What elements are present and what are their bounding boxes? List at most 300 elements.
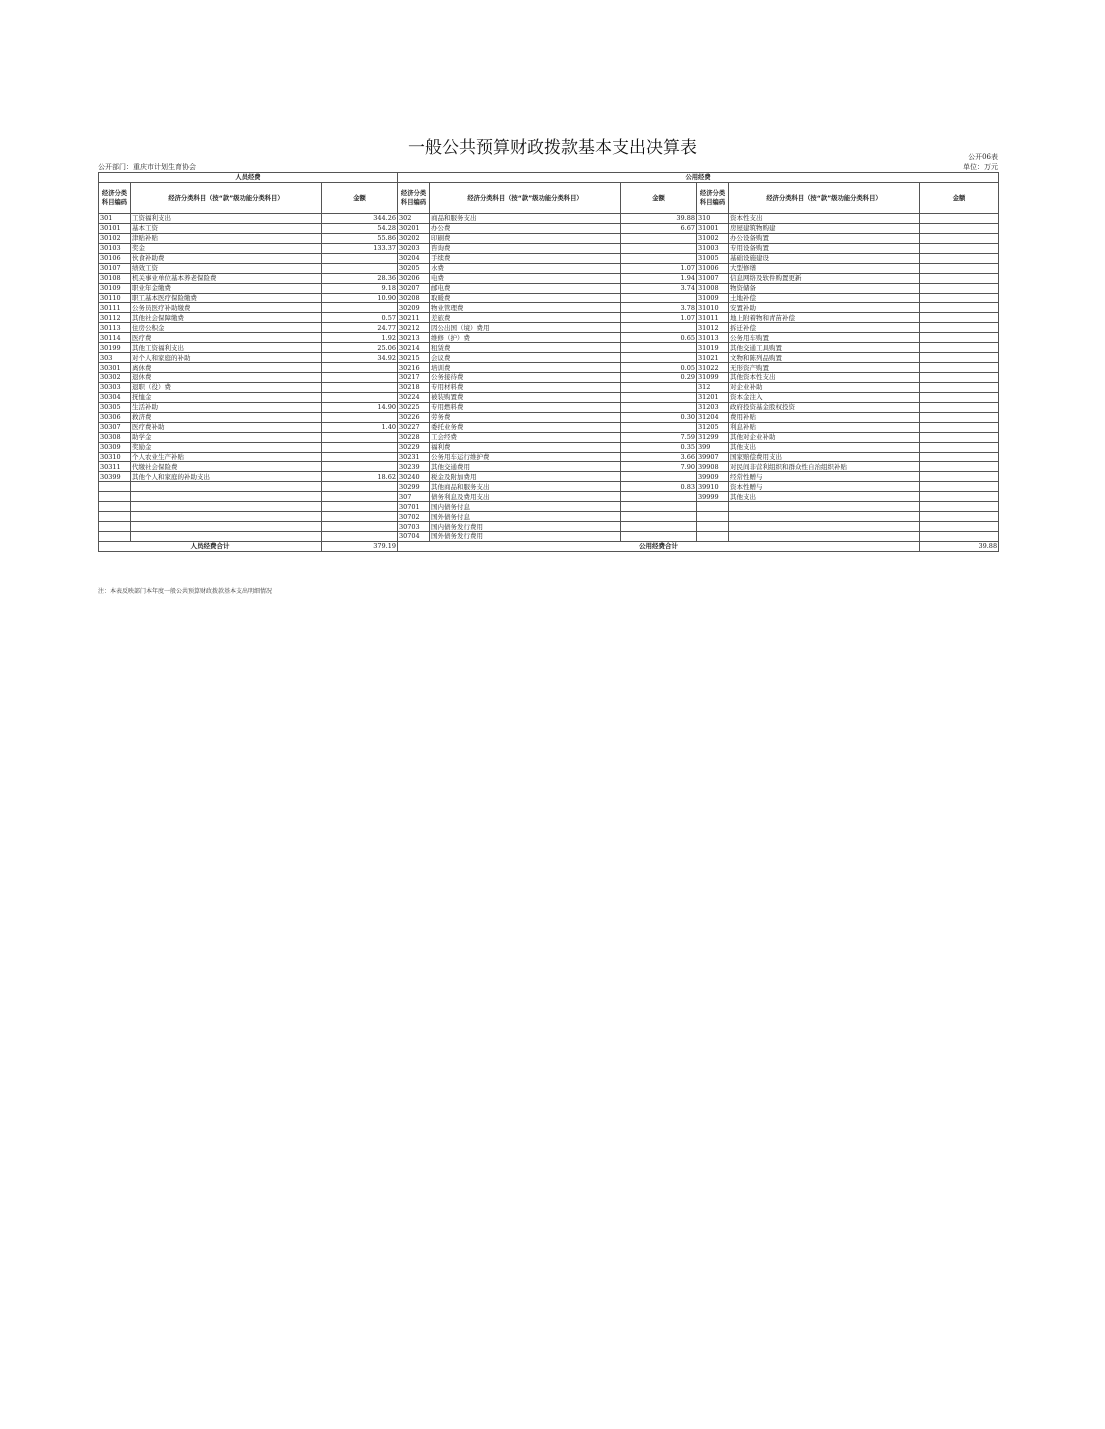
name-cell: 差旅费 [430, 313, 621, 323]
code-cell [99, 492, 131, 502]
group-header-personnel: 人员经费 [99, 173, 398, 183]
amount-cell [621, 392, 697, 402]
table-row [99, 313, 999, 323]
name-cell: 电费 [430, 273, 621, 283]
code-cell: 312 [697, 382, 729, 392]
code-cell: 31002 [697, 233, 729, 243]
code-cell: 30109 [99, 283, 131, 293]
amount-cell: 1.92 [322, 333, 398, 343]
code-cell: 31011 [697, 313, 729, 323]
amount-cell [920, 502, 999, 512]
code-cell: 31022 [697, 363, 729, 373]
code-cell: 31299 [697, 432, 729, 442]
amount-cell: 54.28 [322, 223, 398, 233]
code-cell: 31205 [697, 422, 729, 432]
name-cell: 奖励金 [131, 442, 322, 452]
name-cell: 咨询费 [430, 243, 621, 253]
code-cell: 303 [99, 353, 131, 363]
code-cell: 399 [697, 442, 729, 452]
code-cell: 30218 [398, 382, 430, 392]
code-cell: 30201 [398, 223, 430, 233]
name-cell: 费用补贴 [729, 412, 920, 422]
code-cell: 30114 [99, 333, 131, 343]
code-cell: 30102 [99, 233, 131, 243]
code-cell [697, 502, 729, 512]
name-cell: 职工基本医疗保险缴费 [131, 293, 322, 303]
amount-cell [322, 373, 398, 383]
page-title: 一般公共预算财政拨款基本支出决算表 [408, 138, 697, 158]
code-cell: 30206 [398, 273, 430, 283]
code-cell: 39908 [697, 462, 729, 472]
total-public-amount: 39.88 [920, 541, 999, 551]
name-cell: 其他对企业补助 [729, 432, 920, 442]
name-cell: 其他支出 [729, 492, 920, 502]
name-cell: 经常性赠与 [729, 472, 920, 482]
code-cell: 30225 [398, 402, 430, 412]
total-personnel-label: 人员经费合计 [99, 541, 322, 551]
code-cell: 30310 [99, 452, 131, 462]
column-header-amount: 金额 [621, 183, 697, 214]
table-row [99, 522, 999, 532]
name-cell: 物资储备 [729, 283, 920, 293]
amount-cell [322, 512, 398, 522]
name-cell: 税金及附加费用 [430, 472, 621, 482]
amount-cell: 0.65 [621, 333, 697, 343]
code-cell: 30702 [398, 512, 430, 522]
name-cell: 专用燃料费 [430, 402, 621, 412]
amount-cell [920, 412, 999, 422]
amount-cell [621, 382, 697, 392]
code-cell: 310 [697, 214, 729, 224]
name-cell: 其他社会保障缴费 [131, 313, 322, 323]
code-cell: 30304 [99, 392, 131, 402]
amount-cell: 344.26 [322, 214, 398, 224]
column-header-code: 经济分类科目编码 [398, 183, 430, 214]
amount-cell [322, 442, 398, 452]
amount-cell: 3.66 [621, 452, 697, 462]
name-cell: 物业管理费 [430, 303, 621, 313]
code-cell: 30217 [398, 373, 430, 383]
code-cell: 30101 [99, 223, 131, 233]
amount-cell: 0.29 [621, 373, 697, 383]
code-cell: 30224 [398, 392, 430, 402]
code-cell: 30309 [99, 442, 131, 452]
amount-cell [621, 243, 697, 253]
code-cell: 31007 [697, 273, 729, 283]
code-cell: 30303 [99, 382, 131, 392]
code-cell [99, 512, 131, 522]
name-cell: 国外债务发行费用 [430, 532, 621, 542]
amount-cell [920, 323, 999, 333]
amount-cell: 1.07 [621, 313, 697, 323]
code-cell: 31008 [697, 283, 729, 293]
amount-cell [920, 422, 999, 432]
name-cell: 无形资产购置 [729, 363, 920, 373]
amount-cell [920, 283, 999, 293]
amount-cell [920, 373, 999, 383]
amount-cell: 14.90 [322, 402, 398, 412]
name-cell [729, 532, 920, 542]
table-row [99, 233, 999, 243]
group-header-public: 公用经费 [398, 173, 999, 183]
table-row [99, 214, 999, 224]
table-row [99, 482, 999, 492]
code-cell: 30205 [398, 263, 430, 273]
name-cell [729, 512, 920, 522]
amount-cell [322, 432, 398, 442]
name-cell: 因公出国（境）费用 [430, 323, 621, 333]
name-cell: 文物和陈列品购置 [729, 353, 920, 363]
code-cell: 30703 [398, 522, 430, 532]
code-cell: 30203 [398, 243, 430, 253]
code-cell: 31006 [697, 263, 729, 273]
name-cell: 救济费 [131, 412, 322, 422]
code-cell: 31013 [697, 333, 729, 343]
name-cell: 国家赔偿费用支出 [729, 452, 920, 462]
name-cell: 医疗费补助 [131, 422, 322, 432]
name-cell: 信息网络及软件购置更新 [729, 273, 920, 283]
code-cell [99, 502, 131, 512]
table-row [99, 263, 999, 273]
code-cell: 30229 [398, 442, 430, 452]
code-cell: 30204 [398, 253, 430, 263]
name-cell: 专用设备购置 [729, 243, 920, 253]
name-cell: 商品和服务支出 [430, 214, 621, 224]
code-cell: 30108 [99, 273, 131, 283]
name-cell: 维修（护）费 [430, 333, 621, 343]
table-row [99, 442, 999, 452]
amount-cell [621, 532, 697, 542]
amount-cell: 9.18 [322, 283, 398, 293]
name-cell [131, 532, 322, 542]
code-cell: 31005 [697, 253, 729, 263]
amount-cell [322, 492, 398, 502]
name-cell: 租赁费 [430, 343, 621, 353]
amount-cell [920, 233, 999, 243]
code-cell: 30228 [398, 432, 430, 442]
name-cell: 住房公积金 [131, 323, 322, 333]
code-cell: 30111 [99, 303, 131, 313]
table-row [99, 452, 999, 462]
name-cell: 福利费 [430, 442, 621, 452]
name-cell: 被装购置费 [430, 392, 621, 402]
form-number: 公开06表 [968, 153, 998, 161]
amount-cell [322, 392, 398, 402]
table-row [99, 303, 999, 313]
name-cell: 邮电费 [430, 283, 621, 293]
amount-cell [322, 412, 398, 422]
code-cell: 30215 [398, 353, 430, 363]
code-cell: 30112 [99, 313, 131, 323]
amount-cell [322, 363, 398, 373]
code-cell: 31001 [697, 223, 729, 233]
code-cell: 30704 [398, 532, 430, 542]
amount-cell [920, 343, 999, 353]
amount-cell [920, 462, 999, 472]
amount-cell [621, 502, 697, 512]
name-cell: 医疗费 [131, 333, 322, 343]
name-cell: 其他商品和服务支出 [430, 482, 621, 492]
code-cell: 30214 [398, 343, 430, 353]
amount-cell [920, 452, 999, 462]
code-cell: 30211 [398, 313, 430, 323]
code-cell: 31099 [697, 373, 729, 383]
column-header-code: 经济分类科目编码 [697, 183, 729, 214]
table-row [99, 472, 999, 482]
code-cell [697, 512, 729, 522]
amount-cell: 7.59 [621, 432, 697, 442]
code-cell: 30202 [398, 233, 430, 243]
table-row [99, 432, 999, 442]
name-cell: 手续费 [430, 253, 621, 263]
name-cell: 职业年金缴费 [131, 283, 322, 293]
name-cell: 印刷费 [430, 233, 621, 243]
name-cell: 抚恤金 [131, 392, 322, 402]
name-cell: 其他交通工具购置 [729, 343, 920, 353]
table-row [99, 283, 999, 293]
table-row [99, 323, 999, 333]
name-cell: 退职（役）费 [131, 382, 322, 392]
name-cell [729, 502, 920, 512]
name-cell: 安置补助 [729, 303, 920, 313]
amount-cell: 18.62 [322, 472, 398, 482]
amount-cell [621, 293, 697, 303]
amount-cell [322, 253, 398, 263]
code-cell: 31203 [697, 402, 729, 412]
name-cell: 公务用车运行维护费 [430, 452, 621, 462]
code-cell [697, 522, 729, 532]
name-cell: 助学金 [131, 432, 322, 442]
name-cell: 公务员医疗补助缴费 [131, 303, 322, 313]
amount-cell [920, 333, 999, 343]
code-cell: 30299 [398, 482, 430, 492]
name-cell: 债务利息及费用支出 [430, 492, 621, 502]
name-cell [131, 522, 322, 532]
code-cell: 31201 [697, 392, 729, 402]
code-cell: 30212 [398, 323, 430, 333]
code-cell: 307 [398, 492, 430, 502]
code-cell: 31204 [697, 412, 729, 422]
name-cell: 政府投资基金股权投资 [729, 402, 920, 412]
amount-cell [322, 532, 398, 542]
table-row [99, 502, 999, 512]
code-cell: 39910 [697, 482, 729, 492]
name-cell: 地上附着物和青苗补偿 [729, 313, 920, 323]
code-cell: 30308 [99, 432, 131, 442]
name-cell: 劳务费 [430, 412, 621, 422]
table-row [99, 392, 999, 402]
amount-cell: 55.86 [322, 233, 398, 243]
name-cell: 国内债务发行费用 [430, 522, 621, 532]
amount-cell [920, 382, 999, 392]
name-cell: 伙食补助费 [131, 253, 322, 263]
name-cell: 大型修缮 [729, 263, 920, 273]
amount-cell [621, 253, 697, 263]
table-row [99, 333, 999, 343]
amount-cell [920, 253, 999, 263]
name-cell: 机关事业单位基本养老保险费 [131, 273, 322, 283]
amount-cell [920, 353, 999, 363]
amount-cell: 39.88 [621, 214, 697, 224]
amount-cell: 3.78 [621, 303, 697, 313]
name-cell: 津贴补贴 [131, 233, 322, 243]
name-cell: 对企业补助 [729, 382, 920, 392]
name-cell: 国内债务付息 [430, 502, 621, 512]
table-row [99, 253, 999, 263]
name-cell: 个人农业生产补贴 [131, 452, 322, 462]
code-cell: 30209 [398, 303, 430, 313]
code-cell: 31010 [697, 303, 729, 313]
table-row [99, 353, 999, 363]
column-header-code: 经济分类科目编码 [99, 183, 131, 214]
name-cell: 利息补贴 [729, 422, 920, 432]
name-cell: 拆迁补偿 [729, 323, 920, 333]
total-personnel-amount: 379.19 [322, 541, 398, 551]
amount-cell: 133.37 [322, 243, 398, 253]
name-cell: 离休费 [131, 363, 322, 373]
code-cell: 301 [99, 214, 131, 224]
table-row [99, 382, 999, 392]
name-cell: 会议费 [430, 353, 621, 363]
name-cell: 房屋建筑物购建 [729, 223, 920, 233]
name-cell: 基础设施建设 [729, 253, 920, 263]
table-row [99, 223, 999, 233]
amount-cell [322, 502, 398, 512]
amount-cell [920, 303, 999, 313]
code-cell: 30305 [99, 402, 131, 412]
amount-cell [322, 452, 398, 462]
code-cell [697, 532, 729, 542]
amount-cell [621, 343, 697, 353]
column-header-name: 经济分类科目（按“款”级功能分类科目） [131, 183, 322, 214]
name-cell: 代缴社会保险费 [131, 462, 322, 472]
name-cell: 委托业务费 [430, 422, 621, 432]
amount-cell [920, 512, 999, 522]
table-row [99, 492, 999, 502]
amount-cell [322, 522, 398, 532]
name-cell: 其他支出 [729, 442, 920, 452]
name-cell: 取暖费 [430, 293, 621, 303]
table-row [99, 273, 999, 283]
name-cell: 办公费 [430, 223, 621, 233]
name-cell [729, 522, 920, 532]
amount-cell [920, 532, 999, 542]
name-cell: 土地补偿 [729, 293, 920, 303]
name-cell [131, 502, 322, 512]
total-row [99, 541, 999, 551]
code-cell: 302 [398, 214, 430, 224]
code-cell: 30113 [99, 323, 131, 333]
code-cell: 30199 [99, 343, 131, 353]
amount-cell: 0.35 [621, 442, 697, 452]
name-cell: 其他交通费用 [430, 462, 621, 472]
name-cell: 水费 [430, 263, 621, 273]
table-row [99, 422, 999, 432]
name-cell: 绩效工资 [131, 263, 322, 273]
amount-cell: 3.74 [621, 283, 697, 293]
code-cell [99, 532, 131, 542]
unit-label: 单位：万元 [963, 163, 998, 171]
code-cell: 30701 [398, 502, 430, 512]
code-cell: 30208 [398, 293, 430, 303]
code-cell: 30110 [99, 293, 131, 303]
name-cell: 对个人和家庭的补助 [131, 353, 322, 363]
code-cell: 30311 [99, 462, 131, 472]
amount-cell [920, 472, 999, 482]
column-header-name: 经济分类科目（按“款”级功能分类科目） [430, 183, 621, 214]
code-cell: 30103 [99, 243, 131, 253]
table-note: 注：本表反映部门本年度一般公共预算财政拨款基本支出明细情况 [98, 588, 273, 595]
amount-cell: 28.36 [322, 273, 398, 283]
amount-cell [920, 363, 999, 373]
table-row [99, 293, 999, 303]
amount-cell [621, 402, 697, 412]
name-cell: 其他资本性支出 [729, 373, 920, 383]
code-cell: 30301 [99, 363, 131, 373]
amount-cell [920, 243, 999, 253]
expenditure-table [98, 172, 999, 552]
amount-cell [621, 492, 697, 502]
table-row [99, 462, 999, 472]
code-cell: 39907 [697, 452, 729, 462]
name-cell: 公务用车购置 [729, 333, 920, 343]
name-cell: 奖金 [131, 243, 322, 253]
name-cell: 生活补助 [131, 402, 322, 412]
table-row [99, 532, 999, 542]
table-row [99, 363, 999, 373]
amount-cell [920, 392, 999, 402]
column-header-amount: 金额 [920, 183, 999, 214]
amount-cell [621, 522, 697, 532]
code-cell [99, 482, 131, 492]
code-cell: 30239 [398, 462, 430, 472]
name-cell: 基本工资 [131, 223, 322, 233]
amount-cell [322, 303, 398, 313]
amount-cell: 1.07 [621, 263, 697, 273]
column-header-name: 经济分类科目（按“款”级功能分类科目） [729, 183, 920, 214]
name-cell: 办公设备购置 [729, 233, 920, 243]
name-cell: 其他工资福利支出 [131, 343, 322, 353]
amount-cell: 0.05 [621, 363, 697, 373]
amount-cell [621, 353, 697, 363]
amount-cell [621, 422, 697, 432]
amount-cell [621, 512, 697, 522]
amount-cell: 34.92 [322, 353, 398, 363]
name-cell: 对民间非营利组织和群众性自治组织补贴 [729, 462, 920, 472]
code-cell: 30207 [398, 283, 430, 293]
amount-cell [920, 442, 999, 452]
code-cell: 39999 [697, 492, 729, 502]
code-cell: 31003 [697, 243, 729, 253]
name-cell: 公务接待费 [430, 373, 621, 383]
code-cell: 30216 [398, 363, 430, 373]
code-cell: 30213 [398, 333, 430, 343]
amount-cell [322, 482, 398, 492]
table-row [99, 343, 999, 353]
name-cell: 资本性赠与 [729, 482, 920, 492]
amount-cell: 10.90 [322, 293, 398, 303]
name-cell: 国外债务付息 [430, 512, 621, 522]
name-cell: 退休费 [131, 373, 322, 383]
table-row [99, 373, 999, 383]
name-cell: 其他个人和家庭的补助支出 [131, 472, 322, 482]
name-cell: 资本金注入 [729, 392, 920, 402]
code-cell: 30306 [99, 412, 131, 422]
code-cell: 30307 [99, 422, 131, 432]
amount-cell [621, 472, 697, 482]
code-cell: 31012 [697, 323, 729, 333]
amount-cell [920, 273, 999, 283]
